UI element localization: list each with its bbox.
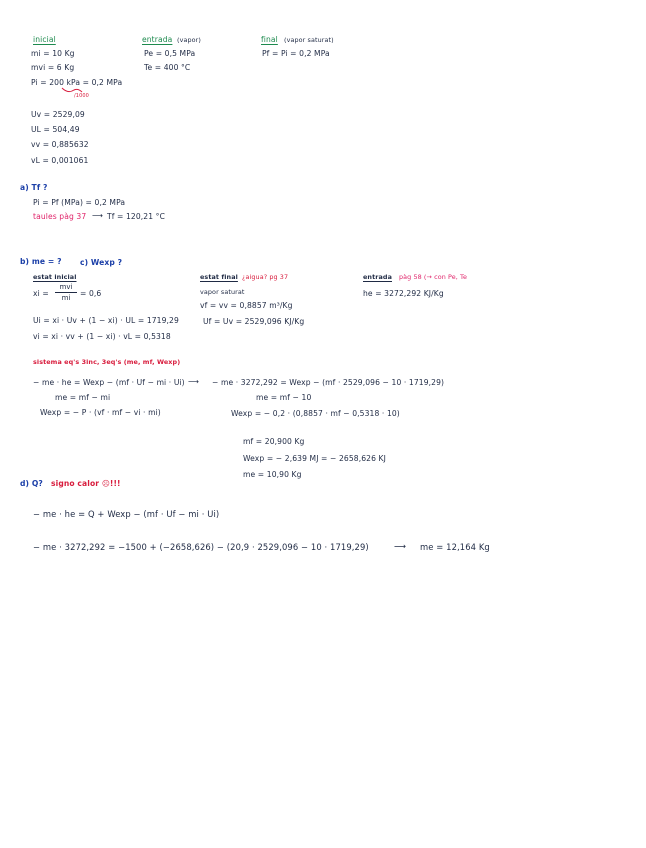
part-a-pressure: Pi = Pf (MPa) = 0,2 MPa [33,198,126,207]
estat-final-heading: estat final [200,273,238,281]
part-b-label: b) me = ? [20,257,62,266]
sistema-heading: sistema eq's 3inc, 3eq's (me, mf, Wexp) [33,358,181,366]
part-d-energy-eq: − me · he = Q + Wexp − (mf · Uf − mi · Ui) [33,509,220,519]
he-value: he = 3272,292 KJ/Kg [363,289,444,298]
xi-numerator: mvi [59,283,73,291]
part-a-label: a) Tf ? [20,183,48,192]
energy-balance-numeric: − me · 3272,292 = Wexp − (mf · 2529,096 − 10 · 1719,29) [212,378,445,387]
estat-final-question: ¿aigua? pg 37 [242,273,289,281]
part-d-result: me = 12,164 Kg [420,542,490,552]
part-d-arrow: ⟶ [394,541,407,551]
pe-value: Pe = 0,5 MPa [144,49,196,58]
pi-value: Pi = 200 kPa = 0,2 MPa [31,78,123,87]
xi-lhs: xi = [33,289,49,298]
mf-result: mf = 20,900 Kg [243,437,305,446]
wexp-eq: Wexp = − P · (vf · mf − vi · mi) [40,408,161,417]
vv-value: vv = 0,885632 [31,140,89,149]
part-d-numeric-eq: − me · 3272,292 = −1500 + (−2658,626) − (20,9 · 2529,096 − 10 · 1719,29) [33,542,369,552]
uv-value: Uv = 2529,09 [31,110,85,119]
wexp-numeric: Wexp = − 0,2 · (0,8857 · mf − 0,5318 · 10) [231,409,400,418]
part-d-label: d) Q? [20,479,43,488]
te-value: Te = 400 °C [144,63,191,72]
fraction-bar [55,292,77,293]
mass-balance-numeric: me = mf − 10 [256,393,312,402]
xi-fraction [55,283,77,302]
vapor-saturat-note: vapor saturat [200,288,245,296]
final-subtitle: (vapor saturat) [284,36,334,44]
part-a-tf-result: Tf = 120,21 °C [107,212,165,221]
entrada-heading-b: entrada [363,273,392,281]
part-d-note: signo calor ☹!!! [51,479,121,488]
pi-conversion-note: /1000 [74,93,89,99]
vi-equation: vi = xi · vv + (1 − xi) · vL = 0,5318 [33,332,171,341]
mvi-value: mvi = 6 Kg [31,63,75,72]
ul-value: UL = 504,49 [31,125,80,134]
pf-value: Pf = Pi = 0,2 MPa [262,49,330,58]
inicial-heading: inicial [33,35,56,44]
xi-rhs: = 0,6 [80,289,102,298]
entrada-table-note [399,273,467,282]
part-c-label: c) Wexp ? [80,258,123,267]
vf-value: vf = vv = 0,8857 m³/Kg [200,301,293,310]
mass-balance-eq: me = mf − mi [55,393,111,402]
vl-value: vL = 0,001061 [31,156,89,165]
me-result: me = 10,90 Kg [243,470,302,479]
wexp-result: Wexp = − 2,639 MJ = − 2658,626 KJ [243,454,386,463]
ui-equation: Ui = xi · Uv + (1 − xi) · UL = 1719,29 [33,316,179,325]
entrada-table-note-text: pàg 58 (→ con Pe, Te [399,273,467,281]
part-a-tables-ref: taules pàg 37 [33,212,87,221]
mi-value: mi = 10 Kg [31,49,75,58]
entrada-heading: entrada [142,35,173,44]
energy-balance-eq: − me · he = Wexp − (mf · Uf − mi · Ui) [33,378,185,387]
entrada-subtitle: (vapor) [177,36,201,44]
xi-denominator: mi [61,294,71,302]
uf-value: Uf = Uv = 2529,096 KJ/Kg [203,317,305,326]
part-a-arrow: ⟶ [92,211,103,220]
final-heading: final [261,35,278,44]
estat-inicial-heading: estat inicial [33,273,77,281]
energy-balance-arrow: ⟶ [188,377,199,386]
